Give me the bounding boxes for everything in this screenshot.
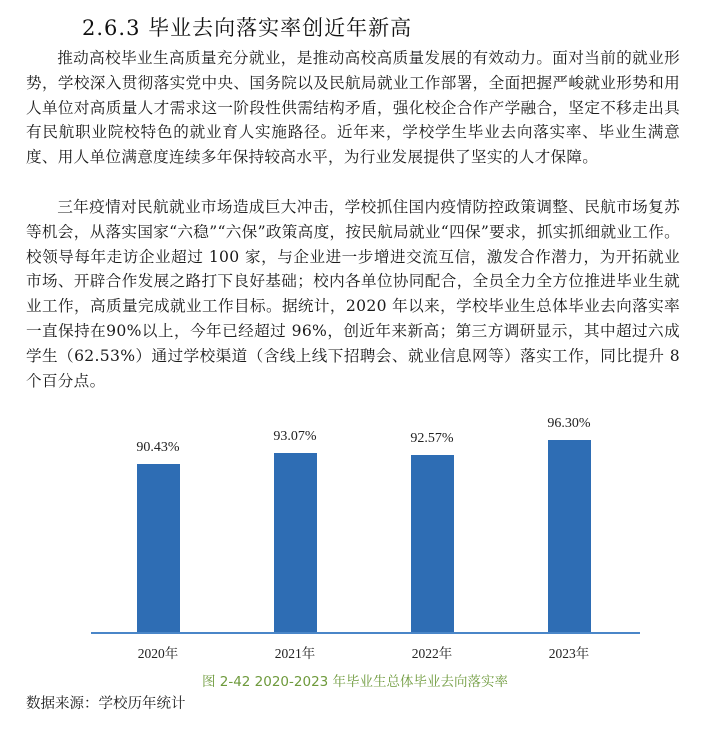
x-axis-label: 2020年	[137, 646, 179, 661]
bar-value-label: 92.57%	[410, 431, 454, 446]
bar-value-label: 96.30%	[547, 416, 591, 431]
figure-caption: 图 2-42 2020-2023 年毕业生总体毕业去向落实率	[201, 674, 509, 690]
bar-2020	[137, 464, 180, 633]
section-title: 2.6.3 毕业去向落实率创近年新高	[82, 16, 413, 40]
x-axis-label: 2023年	[548, 646, 590, 661]
bar-2021	[274, 453, 317, 633]
x-axis-label: 2022年	[411, 646, 453, 661]
data-source-note: 数据来源：学校历年统计	[26, 696, 186, 712]
x-axis-label: 2021年	[274, 646, 316, 661]
bar-2023	[548, 440, 591, 633]
paragraph-2: 三年疫情对民航就业市场造成巨大冲击，学校抓住国内疫情防控政策调整、民航市场复苏等机会，从落实国家“六稳”“六保”政策高度，按民航局就业“四保”要求，抓实抓细就业工作。校领导每年走访企业超过 100 家，与企业进一步增进交流互信，激发合作潜力，为开拓就业市场、开辟合作发展之路打下良好基础；校内各单位协同配合，全员全力全方位推进毕业生就业工作，高质量完成就业工作目标。据统计，2020 年以来，学校毕业生总体毕业去向落实率一直保持在90%以上，今年已经超过 96%，创近年来新高；第三方调研显示，其中超过六成学生（62.53%）通过学校渠道（含线上线下招聘会、就业信息网等）落实工作，同比提升 8 个百分点。	[26, 198, 680, 390]
bar-2022	[411, 455, 454, 633]
bar-value-label: 90.43%	[136, 440, 180, 455]
bar-value-label: 93.07%	[273, 429, 317, 444]
paragraph-1: 推动高校毕业生高质量充分就业，是推动高校高质量发展的有效动力。面对当前的就业形势，学校深入贯彻落实党中央、国务院以及民航局就业工作部署，全面把握严峻就业形势和用人单位对高质量人才需求这一阶段性供需结构矛盾，强化校企合作产学融合，坚定不移走出具有民航职业院校特色的就业育人实施路径。近年来，学校学生毕业去向落实率、毕业生满意度、用人单位满意度连续多年保持较高水平，为行业发展提供了坚实的人才保障。	[26, 49, 680, 167]
x-axis-line	[91, 632, 640, 634]
